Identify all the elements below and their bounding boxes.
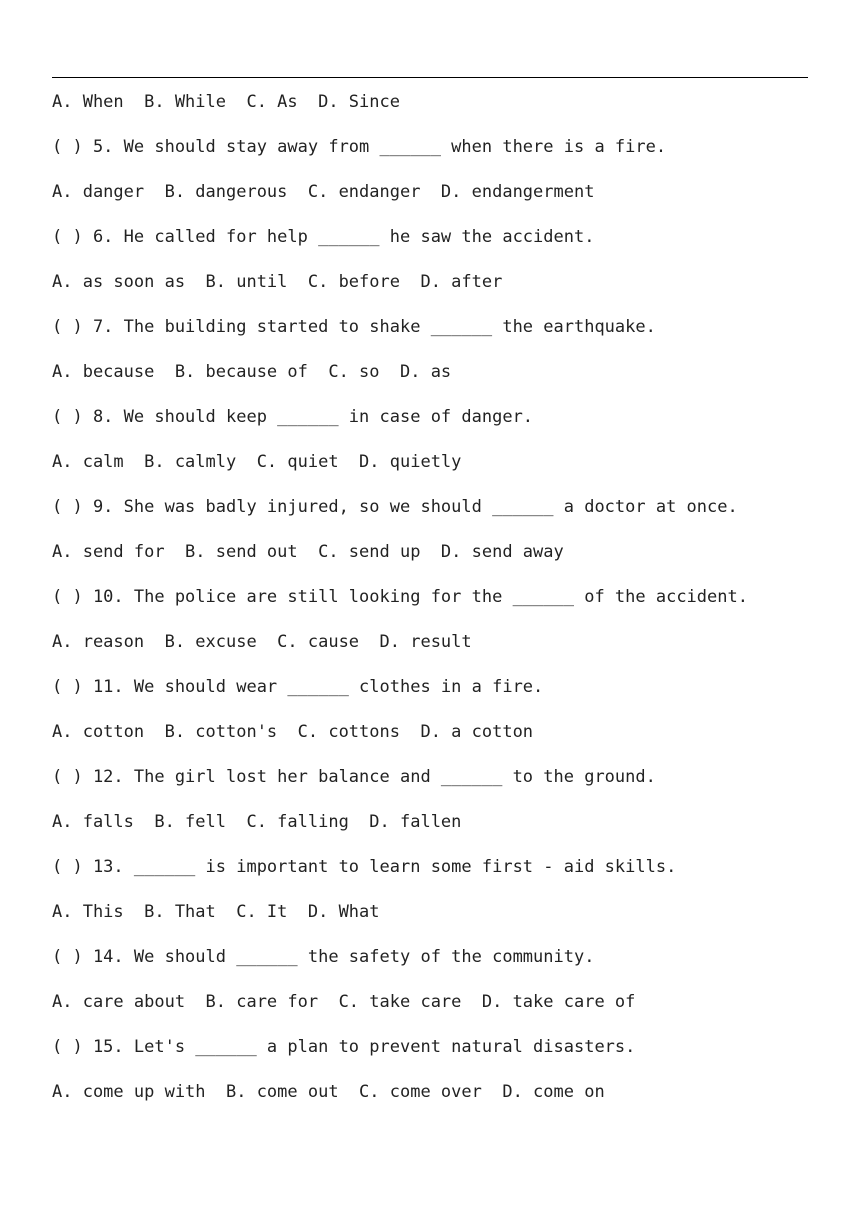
options-line: A. danger B. dangerous C. endanger D. endangerment: [52, 182, 595, 202]
question-line: ( ) 14. We should ______ the safety of the community.: [52, 947, 595, 967]
options-line: A. come up with B. come out C. come over D. come on: [52, 1082, 605, 1102]
question-line: ( ) 12. The girl lost her balance and ______ to the ground.: [52, 767, 656, 787]
question-line: ( ) 11. We should wear ______ clothes in a fire.: [52, 677, 544, 697]
options-line: A. because B. because of C. so D. as: [52, 362, 452, 382]
options-line: A. calm B. calmly C. quiet D. quietly: [52, 452, 462, 472]
question-line: ( ) 6. He called for help ______ he saw the accident.: [52, 227, 595, 247]
options-line: A. When B. While C. As D. Since: [52, 92, 400, 112]
options-line: A. as soon as B. until C. before D. after: [52, 272, 503, 292]
options-line: A. This B. That C. It D. What: [52, 902, 380, 922]
question-line: ( ) 7. The building started to shake ______ the earthquake.: [52, 317, 656, 337]
question-line: ( ) 8. We should keep ______ in case of danger.: [52, 407, 534, 427]
options-line: A. cotton B. cotton's C. cottons D. a cotton: [52, 722, 534, 742]
question-line: ( ) 10. The police are still looking for the ______ of the accident.: [52, 587, 748, 607]
question-line: ( ) 15. Let's ______ a plan to prevent natural disasters.: [52, 1037, 636, 1057]
question-line: ( ) 9. She was badly injured, so we should ______ a doctor at once.: [52, 497, 738, 517]
question-line: ( ) 13. ______ is important to learn some first - aid skills.: [52, 857, 677, 877]
options-line: A. falls B. fell C. falling D. fallen: [52, 812, 462, 832]
options-line: A. reason B. excuse C. cause D. result: [52, 632, 472, 652]
header-rule: [52, 77, 808, 78]
question-list: [52, 90, 822, 1125]
options-line: A. send for B. send out C. send up D. send away: [52, 542, 564, 562]
question-line: ( ) 5. We should stay away from ______ when there is a fire.: [52, 137, 667, 157]
options-line: A. care about B. care for C. take care D. take care of: [52, 992, 636, 1012]
